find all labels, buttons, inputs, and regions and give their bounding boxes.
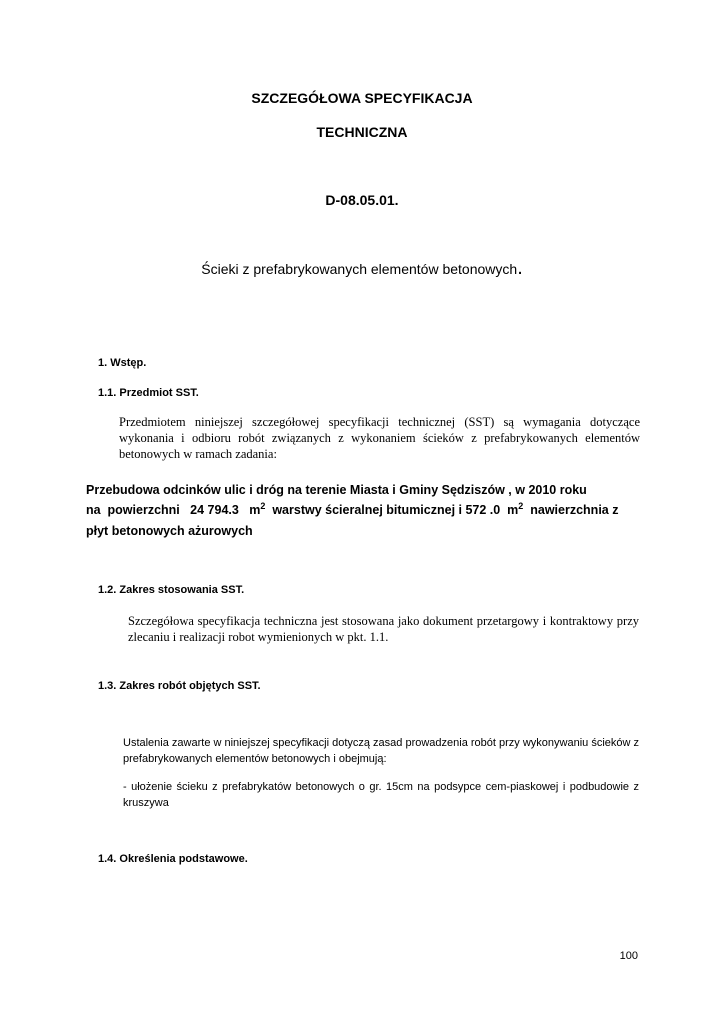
page-number: 100 xyxy=(619,950,638,962)
document-code: D-08.05.01. xyxy=(325,192,399,208)
section-1-heading: 1. Wstęp. xyxy=(98,357,147,369)
project-line-2-part-a: na powierzchni 24 794.3 m xyxy=(86,503,261,517)
section-1-2-paragraph: Szczegółowa specyfikacja techniczna jest stosowana jako dokument przetargowy i kontraktowy przy zlecaniu i realizacji robot wymienionych w pkt. 1.1. xyxy=(128,614,639,644)
section-1-2-heading: 1.2. Zakres stosowania SST. xyxy=(98,584,245,596)
project-line-2-sup-1: 2 xyxy=(260,500,266,511)
title-line-2: TECHNICZNA xyxy=(316,124,408,140)
project-line-2 xyxy=(86,500,619,517)
document-subject xyxy=(0,257,724,279)
document-subject-end: . xyxy=(517,257,523,279)
section-1-3-paragraph: Ustalenia zawarte w niniejszej specyfikacji dotyczą zasad prowadzenia robót przy wykonywaniu ścieków z prefabrykowanych elementów betonowych i obejmują: xyxy=(123,737,640,765)
project-line-2-sup-2: 2 xyxy=(518,500,524,511)
section-1-1-heading: 1.1. Przedmiot SST. xyxy=(98,387,199,399)
project-line-2-part-c: nawierzchnia z xyxy=(523,503,619,517)
project-line-3: płyt betonowych ażurowych xyxy=(86,524,253,538)
title-line-1: SZCZEGÓŁOWA SPECYFIKACJA xyxy=(251,90,473,106)
project-line-2-part-b: warstwy ścieralnej bitumicznej i 572 .0 m xyxy=(265,503,519,517)
section-1-4-heading: 1.4. Określenia podstawowe. xyxy=(98,853,248,865)
document-subject-text: Ścieki z prefabrykowanych elementów betonowych xyxy=(201,261,518,277)
section-1-3-list-item: - ułożenie ścieku z prefabrykatów betonowych o gr. 15cm na podsypce cem-piaskowej i podbudowie z kruszywa xyxy=(123,781,639,809)
section-1-1-paragraph: Przedmiotem niniejszej szczegółowej specyfikacji technicznej (SST) są wymagania dotyczące wykonania i odbioru robót związanych z wykonaniem ścieków z prefabrykowanych elementów betonowych w ramach zadania: xyxy=(119,415,640,461)
project-line-1: Przebudowa odcinków ulic i dróg na terenie Miasta i Gminy Sędziszów , w 2010 roku xyxy=(86,483,587,497)
section-1-3-heading: 1.3. Zakres robót objętych SST. xyxy=(98,680,261,692)
